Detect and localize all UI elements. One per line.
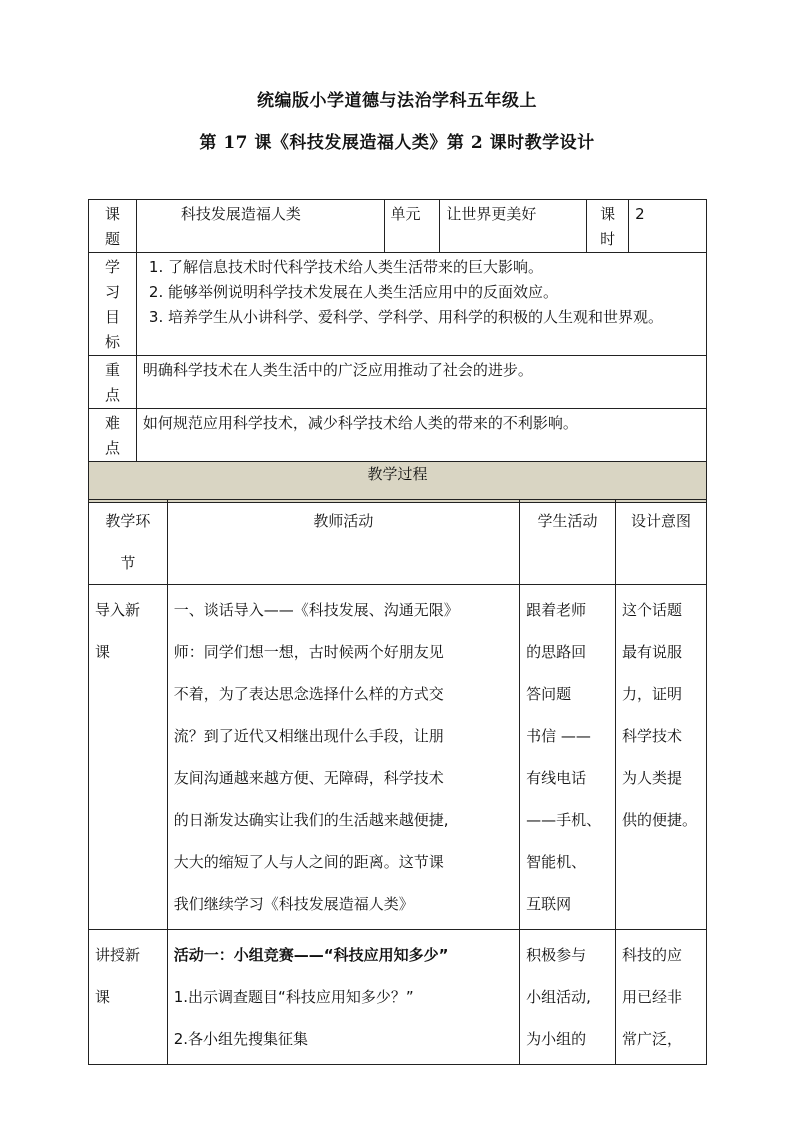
period-value: 2 [629,200,707,253]
stage-cell: 导入新 课 [89,585,168,930]
document-subtitle: 第 17 课《科技发展造福人类》第 2 课时教学设计 [199,133,595,153]
teacher-header: 教师活动 [167,500,519,585]
difficulty-value: 如何规范应用科学技术，减少科学技术给人类的带来的不利影响。 [136,409,706,462]
document-title: 统编版小学道德与法治学科五年级上 [257,91,537,111]
intent-header: 设计意图 [616,500,707,585]
design-intent: 这个话题 最有说服 力，证明 科学技术 为人类提 供的便捷。 [616,585,707,930]
unit-value: 让世界更美好 [440,200,587,253]
goal-item: 3. 培养学生从小讲科学、爱科学、学科学、用科学的积极的人生观和世界观。 [148,308,664,326]
student-header: 学生活动 [520,500,616,585]
key-point-value: 明确科学技术在人类生活中的广泛应用推动了社会的进步。 [136,356,706,409]
topic-label: 课 题 [89,200,137,253]
student-activity: 跟着老师 的思路回 答问题 书信 —— 有线电话 ——手机、 智能机、 互联网 [520,585,616,930]
stage-header: 教学环 节 [89,500,168,585]
goals-label: 学 习 目 标 [89,253,137,356]
design-intent: 科技的应 用已经非 常广泛， [616,930,707,1065]
lesson-info-table [88,199,707,503]
difficulty-label: 难 点 [89,409,137,462]
key-point-label: 重 点 [89,356,137,409]
student-activity: 积极参与 小组活动, 为小组的 [520,930,616,1065]
unit-label: 单元 [384,200,440,253]
teacher-activity: 活动一：小组竞赛——“科技应用知多少” 1.出示调查题目“科技应用知多少？” 2.各小组先搜集征集 [167,930,519,1065]
stage-cell: 讲授新 课 [89,930,168,1065]
learning-goals [136,253,706,356]
goal-item: 2. 能够举例说明科学技术发展在人类生活应用中的反面效应。 [148,283,559,301]
teacher-activity: 一、谈话导入——《科技发展、沟通无限》 师：同学们想一想，古时候两个好朋友见 不着，为了表达思念选择什么样的方式交 流？到了近代又相继出现什么手段，让朋 友间沟通越来越方便、无障碍，科学技术 的日渐发达确实让我们的生活越来越便捷, 大大的缩短了人与人之间的距离。这节课 我们继续学习《科技发展造福人类》 [167,585,519,930]
goal-item: 1. 了解信息技术时代科学技术给人类生活带来的巨大影响。 [148,258,544,276]
period-label: 课 时 [587,200,629,253]
teaching-process-table [88,499,707,1065]
process-header: 教学过程 [89,462,707,503]
topic-value: 科技发展造福人类 [136,200,384,253]
